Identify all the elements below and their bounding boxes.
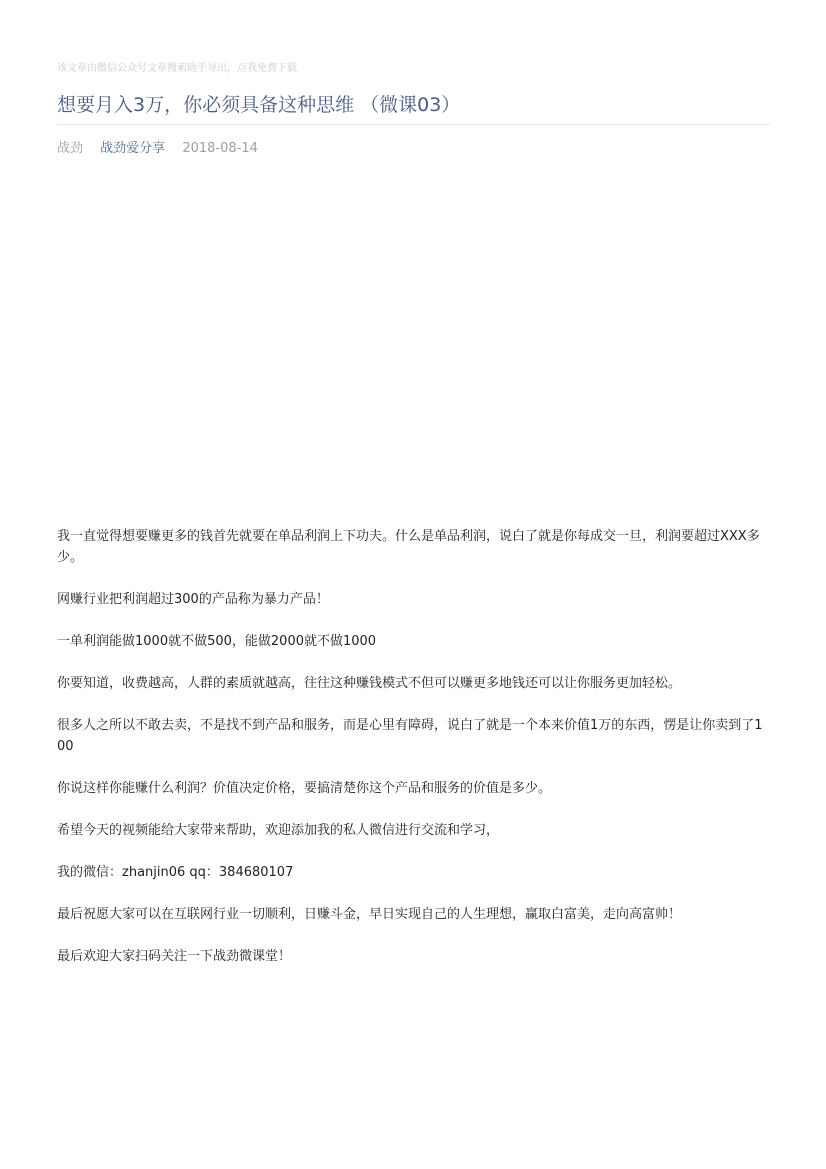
title-divider	[57, 124, 770, 125]
article-title: 想要月入3万，你必须具备这种思维 （微课03）	[57, 94, 461, 116]
publish-date: 2018-08-14	[182, 141, 258, 156]
article-meta	[57, 140, 271, 158]
export-note-link[interactable]: 该文章由微信公众号文章搜索助手导出，点我免费下载	[57, 63, 297, 74]
paragraph: 我的微信：zhanjin06 qq：384680107	[57, 865, 294, 880]
paragraph: 网赚行业把利润超过300的产品称为暴力产品！	[57, 592, 329, 607]
paragraph: 一单利润能做1000就不做500，能做2000就不做1000	[57, 634, 377, 649]
account-link[interactable]: 战劲爱分享	[100, 141, 166, 156]
embedded-video-area	[57, 180, 770, 510]
paragraph: 希望今天的视频能给大家带来帮助，欢迎添加我的私人微信进行交流和学习，	[57, 823, 500, 838]
paragraph: 最后欢迎大家扫码关注一下战劲微课堂！	[57, 949, 292, 964]
article-body	[57, 526, 767, 988]
paragraph: 我一直觉得想要赚更多的钱首先就要在单品利润上下功夫。什么是单品利润，说白了就是你每成交一旦，利润要超过XXX多少。	[57, 529, 760, 565]
paragraph: 你要知道，收费越高，人群的素质就越高，往往这种赚钱模式不但可以赚更多地钱还可以让你服务更加轻松。	[57, 676, 682, 691]
paragraph: 最后祝愿大家可以在互联网行业一切顺利，日赚斗金，早日实现自己的人生理想，赢取白富美，走向高富帅！	[57, 907, 682, 922]
paragraph: 很多人之所以不敢去卖，不是找不到产品和服务，而是心里有障碍，说白了就是一个本来价值1万的东西，愣是让你卖到了100	[57, 718, 763, 754]
paragraph: 你说这样你能赚什么利润？价值决定价格，要搞清楚你这个产品和服务的价值是多少。	[57, 781, 552, 796]
author-name: 战劲	[57, 141, 84, 156]
